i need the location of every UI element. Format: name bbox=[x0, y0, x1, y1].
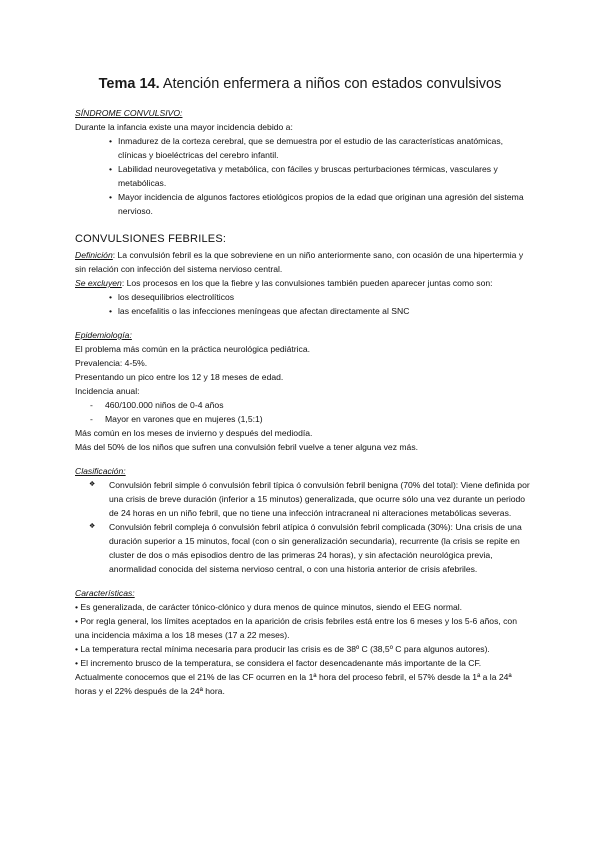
section-heading-clasificacion: Clasificación: bbox=[75, 466, 126, 476]
epidemiologia-line: Presentando un pico entre los 12 y 18 meses de edad. bbox=[75, 372, 284, 382]
epidemiologia-line: Más del 50% de los niños que sufren una convulsión febril vuelve a tener alguna vez más. bbox=[75, 442, 418, 452]
caracteristicas-line: • Por regla general, los límites aceptados en la aparición de crisis febriles está entre los 6 meses y los 5-6 años, con una incidencia máxima a los 18 meses (17 a 22 meses). bbox=[75, 616, 517, 640]
section-heading-caracteristicas: Características: bbox=[75, 588, 135, 598]
excluyen-bullet: • los desequilibrios electrolíticos bbox=[75, 290, 530, 304]
sindrome-bullet: • Labilidad neurovegetativa y metabólica, con fáciles y bruscas perturbaciones térmicas, vasculares y metabólicas. bbox=[75, 162, 530, 190]
clasificacion-item-head: Convulsión febril simple ó convulsión febril típica ó convulsión febril benigna (70% del total): bbox=[109, 480, 459, 490]
clasificacion-item-body: Viene definida por una crisis de breve duración (inferior a 15 minutos) generalizada, que ocurre sólo una vez durante un periodo de 24 horas en un niño febril, que no tiene una infección intracraneal ni alteraciones metabólicas severas. bbox=[109, 480, 530, 518]
section-heading-sindrome: SÍNDROME CONVULSIVO: bbox=[75, 108, 183, 118]
epidemiologia-dash-item: - Mayor en varones que en mujeres (1,5:1) bbox=[75, 412, 530, 426]
sindrome-bullet: • Inmadurez de la corteza cerebral, que se demuestra por el estudio de las características anatómicas, clínicas y bioeléctricas del cerebro infantil. bbox=[75, 134, 530, 162]
definicion-label: Definición bbox=[75, 250, 113, 260]
clasificacion-item bbox=[75, 478, 530, 520]
sindrome-intro: Durante la infancia existe una mayor incidencia debido a: bbox=[75, 122, 293, 132]
document-body bbox=[75, 106, 530, 698]
section-heading-febriles: CONVULSIONES FEBRILES: bbox=[75, 233, 227, 245]
title-text: Atención enfermera a niños con estados convulsivos bbox=[159, 76, 502, 92]
excluyen-bullet: • las encefalitis o las infecciones meníngeas que afectan directamente al SNC bbox=[75, 304, 530, 318]
caracteristicas-line: • Es generalizada, de carácter tónico-clónico y dura menos de quince minutos, siendo el EEG normal. bbox=[75, 602, 463, 612]
clasificacion-item-body: Una crisis de una duración superior a 15 minutos, focal (con o sin generalización secundaria), recurrente (la crisis se repite en cluster de dos o más episodios dentro de las primeras 24 horas), y sin afectación neurológica previa, anormalidad conocida del sistema nervioso central, o con una historia anterior de crisis afebriles. bbox=[109, 522, 522, 574]
epidemiologia-dash-item: - 460/100.000 niños de 0-4 años bbox=[75, 398, 530, 412]
excluyen-text: : Los procesos en los que la fiebre y las convulsiones también pueden aparecer juntas como son: bbox=[121, 278, 493, 288]
epidemiologia-line: El problema más común en la práctica neurológica pediátrica. bbox=[75, 344, 311, 354]
section-heading-epidemiologia: Epidemiología: bbox=[75, 330, 132, 340]
excluyen-label: Se excluyen bbox=[75, 278, 122, 288]
definicion-paragraph bbox=[75, 248, 530, 276]
epidemiologia-line: Prevalencia: 4-5%. bbox=[75, 358, 148, 368]
definicion-text: : La convulsión febril es la que sobreviene en un niño anteriormente sano, con ocasión de una hipertermia y sin relación con infección del sistema nervioso central. bbox=[75, 250, 524, 274]
excluyen-paragraph bbox=[75, 276, 530, 290]
caracteristicas-line: • La temperatura rectal mínima necesaria para producir las crisis es de 38º C (38,5º C para algunos autores). bbox=[75, 644, 490, 654]
caracteristicas-line: • El incremento brusco de la temperatura, se considera el factor desencadenante más importante de la CF. Actualmente conocemos que el 21% de las CF ocurren en la 1ª hora del proceso febril, el 57% desde la 1ª a la 24ª horas y el 22% después de la 24ª hora. bbox=[75, 658, 512, 696]
epidemiologia-line: Más común en los meses de invierno y después del mediodía. bbox=[75, 428, 313, 438]
clasificacion-item bbox=[75, 520, 530, 576]
title-number: Tema 14. bbox=[98, 76, 160, 92]
page-title bbox=[0, 76, 600, 92]
clasificacion-item-head: Convulsión febril compleja ó convulsión febril atípica ó convulsión febril complicada (30%): bbox=[109, 522, 453, 532]
sindrome-bullet: • Mayor incidencia de algunos factores etiológicos propios de la edad que originan una agresión del sistema nervioso. bbox=[75, 190, 530, 218]
epidemiologia-line: Incidencia anual: bbox=[75, 386, 140, 396]
